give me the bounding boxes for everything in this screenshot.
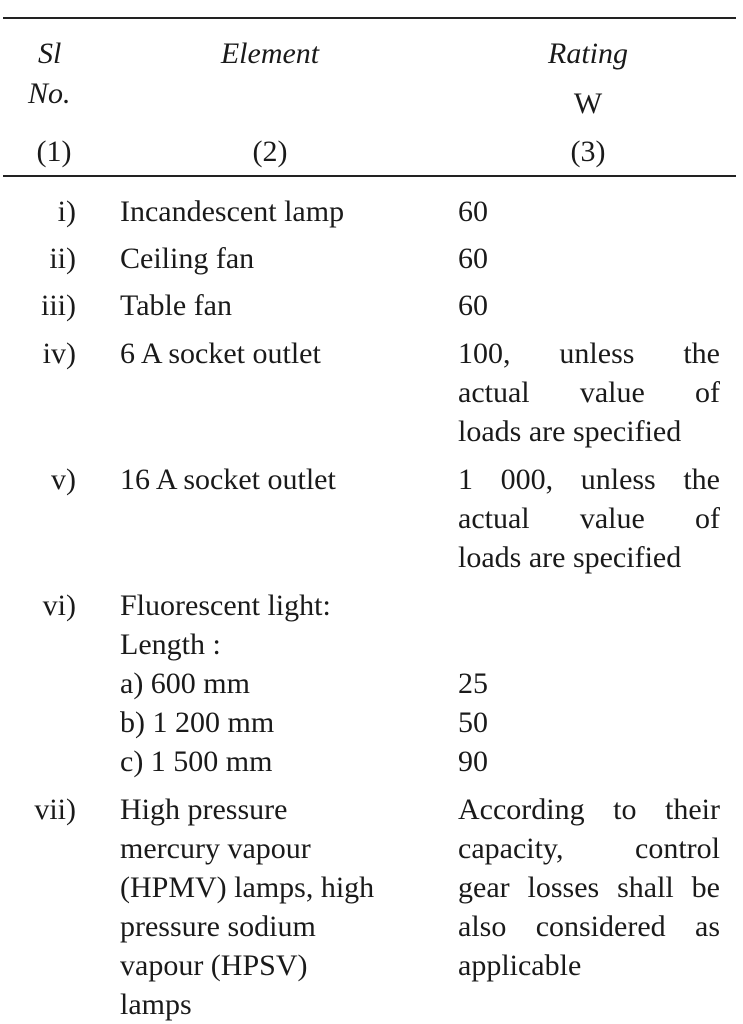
- element-line: Fluorescent light:: [120, 589, 331, 622]
- row-rating: [458, 192, 720, 231]
- row-element: [120, 460, 440, 499]
- row-element: [120, 586, 440, 781]
- element-line: lamps: [120, 988, 192, 1021]
- element-line: mercury vapour: [120, 832, 311, 865]
- row-rating: [458, 286, 720, 325]
- rating-line: 60: [458, 242, 488, 275]
- rating-line: loads are specified: [458, 541, 682, 574]
- rating-line: capacity, control: [458, 832, 720, 865]
- rating-line: loads are specified: [458, 415, 682, 448]
- header-col2-number: (2): [252, 135, 288, 168]
- rating-line: actual value of: [458, 376, 720, 409]
- element-line: High pressure: [120, 793, 288, 826]
- element-line: a) 600 mm: [120, 667, 250, 700]
- element-line: Table fan: [120, 289, 233, 322]
- row-element: [120, 192, 440, 231]
- row-element: [120, 286, 440, 325]
- table-header-rule: [3, 175, 736, 177]
- element-line: (HPMV) lamps, high: [120, 871, 375, 904]
- rating-line: [458, 625, 720, 664]
- rating-line: [458, 586, 720, 625]
- row-rating: [458, 334, 720, 451]
- rating-line: 90: [458, 745, 488, 778]
- rating-line: 25: [458, 667, 488, 700]
- rating-line: 1 000, unless the: [458, 463, 720, 496]
- rating-line: 60: [458, 289, 488, 322]
- row-serial: vii): [34, 793, 76, 826]
- row-serial: iii): [41, 289, 76, 322]
- row-serial: v): [51, 463, 76, 496]
- element-line: b) 1 200 mm: [120, 706, 275, 739]
- header-no-label: No.: [28, 77, 71, 110]
- element-line: pressure sodium: [120, 910, 316, 943]
- row-element: [120, 790, 440, 1024]
- header-rating-label: Rating: [548, 37, 628, 70]
- header-sl-label: Sl: [38, 37, 62, 70]
- header-rating-unit: W: [573, 87, 603, 120]
- element-line: 16 A socket outlet: [120, 463, 336, 496]
- row-rating: [458, 239, 720, 278]
- rating-line: 100, unless the: [458, 337, 720, 370]
- row-rating: [458, 460, 720, 577]
- rating-line: 60: [458, 195, 488, 228]
- header-element-label: Element: [220, 37, 320, 70]
- row-element: [120, 239, 440, 278]
- row-serial: ii): [49, 242, 76, 275]
- rating-line: According to their: [458, 793, 720, 826]
- rating-line: 50: [458, 706, 488, 739]
- rating-line: also considered as: [458, 910, 720, 943]
- element-line: 6 A socket outlet: [120, 337, 321, 370]
- header-col3-number: (3): [570, 135, 606, 168]
- row-serial: i): [57, 195, 76, 228]
- row-serial: vi): [42, 589, 76, 622]
- element-line: Ceiling fan: [120, 242, 255, 275]
- element-line: c) 1 500 mm: [120, 745, 273, 778]
- header-col1-number: (1): [36, 135, 72, 168]
- rating-line: applicable: [458, 949, 582, 982]
- row-element: [120, 334, 440, 373]
- element-line: Length :: [120, 628, 221, 661]
- element-line: vapour (HPSV): [120, 949, 308, 982]
- rating-line: gear losses shall be: [458, 871, 720, 904]
- element-line: Incandescent lamp: [120, 195, 345, 228]
- row-serial: iv): [42, 337, 76, 370]
- rating-line: actual value of: [458, 502, 720, 535]
- row-rating: [458, 586, 720, 781]
- table-top-rule: [3, 17, 736, 19]
- row-rating: [458, 790, 720, 985]
